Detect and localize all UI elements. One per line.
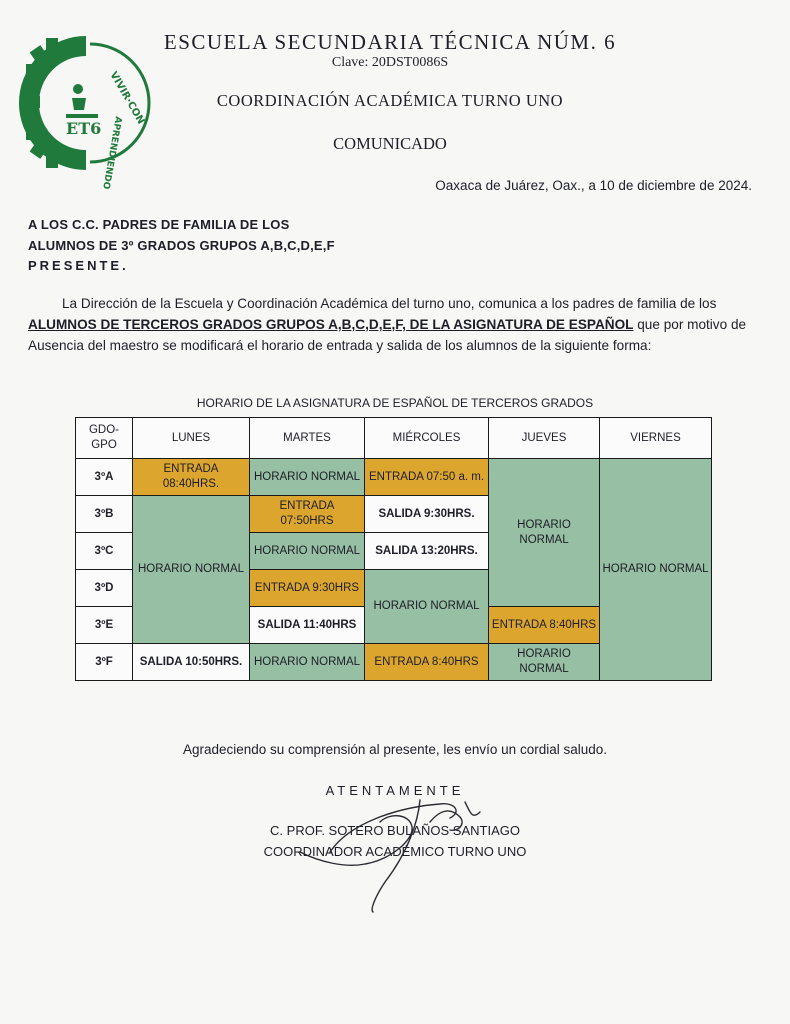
- col-header-martes: MARTES: [250, 418, 365, 459]
- cell-miercoles-3f: ENTRADA 8:40HRS: [365, 644, 489, 681]
- col-header-group: GDO-GPO: [76, 418, 133, 459]
- addressee-line-2: ALUMNOS DE 3º GRADOS GRUPOS A,B,C,D,E,F: [28, 238, 335, 253]
- school-clave: Clave: 20DST0086S: [331, 55, 449, 70]
- document-type: COMUNICADO: [333, 134, 447, 153]
- body-emphasis: ALUMNOS DE TERCEROS GRADOS GRUPOS A,B,C,D,E,F, DE LA ASIGNATURA DE ESPAÑOL: [28, 317, 634, 332]
- cell-jueves-3e: ENTRADA 8:40HRS: [489, 607, 600, 644]
- table-row: [76, 459, 712, 496]
- cell-lunes-3a: ENTRADA 08:40HRS.: [133, 459, 250, 496]
- col-header-miercoles: MIÉRCOLES: [365, 418, 489, 459]
- cell-jueves-3f: HORARIO NORMAL: [489, 644, 600, 681]
- signer-role: COORDINADOR ACADÉMICO TURNO UNO: [263, 844, 527, 859]
- svg-text:VIVIR·CON: VIVIR·CON: [107, 70, 147, 127]
- presente: PRESENTE.: [28, 258, 129, 273]
- cell-miercoles-3a: ENTRADA 07:50 a. m.: [365, 459, 489, 496]
- group-label: 3ºD: [76, 570, 133, 607]
- cell-miercoles-3c: SALIDA 13:20HRS.: [365, 533, 489, 570]
- cell-martes-3a: HORARIO NORMAL: [250, 459, 365, 496]
- group-label: 3ºA: [76, 459, 133, 496]
- cell-martes-3c: HORARIO NORMAL: [250, 533, 365, 570]
- cell-lunes-3b-3e: HORARIO NORMAL: [133, 496, 250, 644]
- cell-martes-3b: ENTRADA 07:50HRS: [250, 496, 365, 533]
- svg-text:APRENDIENDO: APRENDIENDO: [100, 115, 123, 190]
- school-logo: [24, 34, 147, 190]
- body-part-1: La Dirección de la Escuela y Coordinación Académica del turno uno, comunica a los padres de familia de los: [62, 296, 717, 311]
- col-header-viernes: VIERNES: [600, 418, 712, 459]
- addressee-line-1: A LOS C.C. PADRES DE FAMILIA DE LOS: [28, 217, 290, 232]
- cell-martes-3f: HORARIO NORMAL: [250, 644, 365, 681]
- atentamente: ATENTAMENTE: [325, 783, 465, 798]
- cell-miercoles-3d-3e: HORARIO NORMAL: [365, 570, 489, 644]
- schedule-table: [75, 417, 712, 681]
- cell-miercoles-3b: SALIDA 9:30HRS.: [365, 496, 489, 533]
- table-title: HORARIO DE LA ASIGNATURA DE ESPAÑOL DE TERCEROS GRADOS: [196, 396, 594, 410]
- group-label: 3ºB: [76, 496, 133, 533]
- svg-text:ET6: ET6: [66, 119, 102, 138]
- body-paragraph: [28, 293, 755, 356]
- handwritten-signature: [290, 782, 490, 917]
- group-label: 3ºE: [76, 607, 133, 644]
- group-label: 3ºF: [76, 644, 133, 681]
- col-header-jueves: JUEVES: [489, 418, 600, 459]
- body-part-2: que por motivo de Ausencia del maestro se modificará el horario de entrada y salida de los alumnos de la siguiente forma:: [28, 317, 747, 353]
- table-header-row: [76, 418, 712, 459]
- group-label: 3ºC: [76, 533, 133, 570]
- cell-lunes-3f: SALIDA 10:50HRS.: [133, 644, 250, 681]
- cell-martes-3e: SALIDA 11:40HRS: [250, 607, 365, 644]
- cell-jueves-3a-3d: HORARIO NORMAL: [489, 459, 600, 607]
- closing-line: Agradeciendo su comprensión al presente, les envío un cordial saludo.: [182, 742, 607, 757]
- date-line: Oaxaca de Juárez, Oax., a 10 de diciembre de 2024.: [435, 178, 752, 193]
- col-header-lunes: LUNES: [133, 418, 250, 459]
- cell-martes-3d: ENTRADA 9:30HRS: [250, 570, 365, 607]
- signer-name: C. PROF. SOTERO BULAÑOS SANTIAGO: [270, 823, 520, 838]
- school-title: ESCUELA SECUNDARIA TÉCNICA NÚM. 6: [163, 30, 617, 54]
- coordination-title: COORDINACIÓN ACADÉMICA TURNO UNO: [216, 91, 564, 110]
- cell-viernes-all: HORARIO NORMAL: [600, 459, 712, 681]
